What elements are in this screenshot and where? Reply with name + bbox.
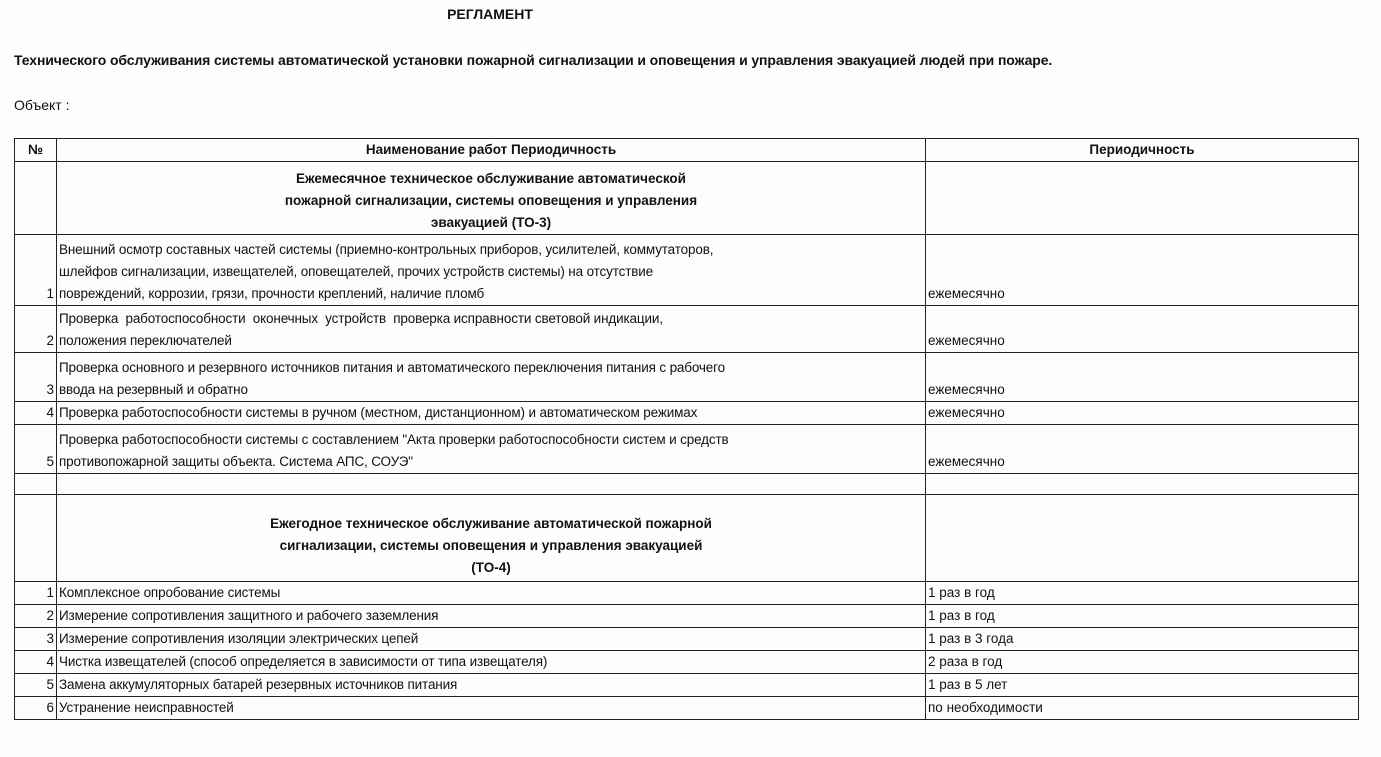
table-row	[15, 697, 1359, 720]
row-period: 1 раз в 3 года	[926, 628, 1359, 651]
header-name: Наименование работ Периодичность	[57, 139, 926, 162]
row-num: 5	[15, 674, 57, 697]
empty-cell	[57, 474, 926, 495]
row-name	[57, 306, 926, 353]
document-title: РЕГЛАМЕНТ	[447, 6, 533, 22]
row-num: 6	[15, 697, 57, 720]
section-title-line: Ежегодное техническое обслуживание автоматической пожарной	[270, 516, 712, 531]
row-name	[57, 235, 926, 306]
row-num: 1	[15, 235, 57, 306]
section-title-line: эвакуацией (ТО-3)	[430, 215, 552, 230]
section-title-line: сигнализации, системы оповещения и управления эвакуацией	[279, 538, 703, 553]
row-name	[57, 582, 926, 605]
row-num: 3	[15, 353, 57, 402]
row-name-line: Внешний осмотр составных частей системы (приемно-контрольных приборов, усилителей, коммутаторов,	[59, 242, 714, 257]
row-name	[57, 628, 926, 651]
row-name-line: положения переключателей	[59, 333, 232, 348]
table-row	[15, 402, 1359, 425]
row-period: 1 раз в год	[926, 605, 1359, 628]
row-period: ежемесячно	[926, 235, 1359, 306]
row-period: по необходимости	[926, 697, 1359, 720]
row-name-line: ввода на резервный и обратно	[59, 382, 248, 397]
empty-cell	[926, 474, 1359, 495]
section-num-cell	[15, 162, 57, 235]
section-title-line: (ТО-4)	[471, 560, 511, 575]
section-title-line: пожарной сигнализации, системы оповещения и управления	[284, 193, 698, 208]
row-name-line: повреждений, коррозии, грязи, прочности креплений, наличие пломб	[59, 286, 485, 301]
row-period: ежемесячно	[926, 353, 1359, 402]
row-num: 4	[15, 402, 57, 425]
empty-row	[15, 474, 1359, 495]
object-label: Объект :	[14, 97, 70, 113]
row-num: 2	[15, 306, 57, 353]
row-name	[57, 651, 926, 674]
section-title-line: Ежемесячное техническое обслуживание автоматической	[296, 171, 686, 186]
section-title-to4	[57, 495, 926, 582]
section-period-cell	[926, 162, 1359, 235]
row-name-line: шлейфов сигнализации, извещателей, оповещателей, прочих устройств системы) на отсутствие	[59, 264, 653, 279]
section-num-cell	[15, 495, 57, 582]
row-name-line: Комплексное опробование системы	[59, 585, 281, 600]
row-name-line: Замена аккумуляторных батарей резервных источников питания	[59, 677, 458, 692]
row-name-line: Измерение сопротивления изоляции электрических цепей	[59, 631, 419, 646]
row-num: 1	[15, 582, 57, 605]
row-name	[57, 605, 926, 628]
row-period: ежемесячно	[926, 306, 1359, 353]
row-num: 4	[15, 651, 57, 674]
row-period: ежемесячно	[926, 425, 1359, 474]
table-row	[15, 628, 1359, 651]
row-name-line: Чистка извещателей (способ определяется в зависимости от типа извещателя)	[59, 654, 548, 669]
table-row	[15, 582, 1359, 605]
row-name	[57, 697, 926, 720]
table-row	[15, 235, 1359, 306]
row-period: 1 раз в год	[926, 582, 1359, 605]
section-header-row	[15, 495, 1359, 582]
table-row	[15, 674, 1359, 697]
empty-cell	[15, 474, 57, 495]
row-num: 3	[15, 628, 57, 651]
table-header-row	[15, 139, 1359, 162]
section-title-to3	[57, 162, 926, 235]
row-period: 1 раз в 5 лет	[926, 674, 1359, 697]
row-num: 2	[15, 605, 57, 628]
row-name-line: Проверка основного и резервного источников питания и автоматического переключения питания с рабочего	[59, 360, 726, 375]
row-name-line: Измерение сопротивления защитного и рабочего заземления	[59, 608, 439, 623]
row-name-line: противопожарной защиты объекта. Система АПС, СОУЭ"	[59, 454, 413, 469]
row-name	[57, 425, 926, 474]
row-name-line: Устранение неисправностей	[59, 700, 234, 715]
row-name	[57, 402, 926, 425]
table-row	[15, 306, 1359, 353]
table-row	[15, 605, 1359, 628]
maintenance-schedule-table	[14, 138, 1359, 720]
row-period: 2 раза в год	[926, 651, 1359, 674]
table-row	[15, 353, 1359, 402]
row-name	[57, 353, 926, 402]
table-row	[15, 651, 1359, 674]
row-num: 5	[15, 425, 57, 474]
row-name	[57, 674, 926, 697]
section-header-row	[15, 162, 1359, 235]
header-period: Периодичность	[926, 139, 1359, 162]
row-name-line: Проверка работоспособности системы в ручном (местном, дистанционном) и автоматическом режимах	[59, 405, 698, 420]
row-name-line: Проверка работоспособности оконечных устройств проверка исправности световой индикации,	[59, 311, 663, 326]
row-period: ежемесячно	[926, 402, 1359, 425]
section-period-cell	[926, 495, 1359, 582]
header-num: №	[15, 139, 57, 162]
document-subtitle: Технического обслуживания системы автоматической установки пожарной сигнализации и оповещения и управления эвакуацией людей при пожаре.	[14, 52, 1053, 68]
table-row	[15, 425, 1359, 474]
row-name-line: Проверка работоспособности системы с составлением "Акта проверки работоспособности систем и средств	[59, 432, 729, 447]
